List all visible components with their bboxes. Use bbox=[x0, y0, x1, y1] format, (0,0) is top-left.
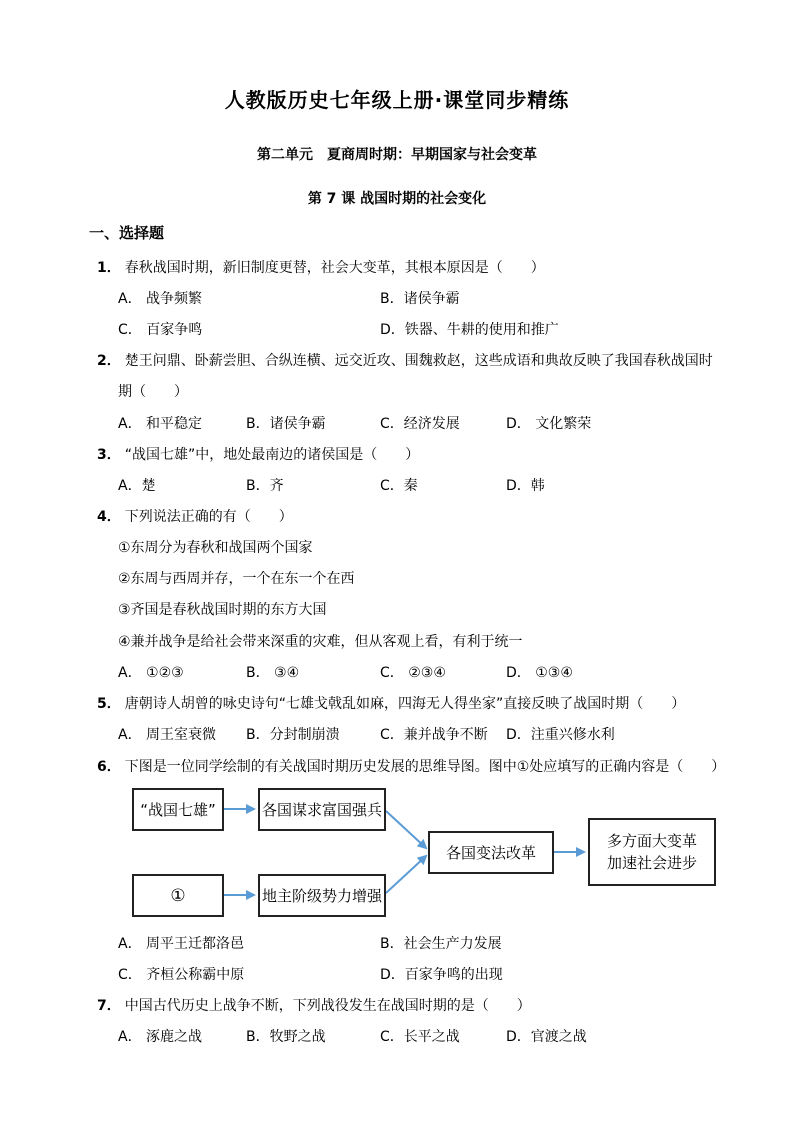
option-a: A． 周平王迁都洛邑 bbox=[118, 936, 245, 952]
option-b: B．齐 bbox=[246, 478, 284, 494]
option-c: C．长平之战 bbox=[380, 1029, 460, 1045]
option-b: B． ③④ bbox=[246, 665, 300, 681]
option-d: D．铁器、牛耕的使用和推广 bbox=[380, 322, 559, 338]
question-text: 下列说法正确的有（ ） bbox=[124, 509, 293, 525]
box-landlord-class: 地主阶级势力增强 bbox=[258, 874, 386, 917]
option-c: C． 齐桓公称霸中原 bbox=[118, 967, 245, 983]
question-1 bbox=[97, 257, 545, 277]
option-c: C．经济发展 bbox=[380, 416, 460, 432]
question-2 bbox=[97, 350, 713, 370]
option-d: D．注重兴修水利 bbox=[506, 727, 615, 743]
option-a: A．楚 bbox=[118, 478, 156, 494]
question-number: 2． bbox=[97, 353, 121, 369]
question-text-continued: 期（ ） bbox=[118, 384, 188, 400]
question-number: 5． bbox=[97, 696, 121, 712]
question-number: 4． bbox=[97, 509, 121, 525]
result-line-2: 加速社会进步 bbox=[606, 854, 697, 872]
question-text: 楚王问鼎、卧薪尝胆、合纵连横、远交近攻、围魏救赵，这些成语和典故反映了我国春秋战国时 bbox=[124, 353, 713, 369]
statement-item: ③齐国是春秋战国时期的东方大国 bbox=[118, 602, 327, 618]
option-d: D． 文化繁荣 bbox=[506, 416, 592, 432]
option-d: D．韩 bbox=[506, 478, 545, 494]
option-b: B．分封制崩溃 bbox=[246, 727, 340, 743]
option-b: B．社会生产力发展 bbox=[380, 936, 502, 952]
arrow-landlord-to-reform bbox=[386, 856, 426, 893]
option-d: D．官渡之战 bbox=[506, 1029, 587, 1045]
option-d: D．百家争鸣的出现 bbox=[380, 967, 503, 983]
question-7 bbox=[97, 995, 531, 1015]
question-text: 唐朝诗人胡曾的咏史诗句“七雄戈戟乱如麻，四海无人得坐家”直接反映了战国时期（ ） bbox=[124, 696, 686, 712]
statement-item: ②东周与西周并存，一个在东一个在西 bbox=[118, 571, 355, 587]
question-number: 3． bbox=[97, 447, 121, 463]
option-c: C．兼并战争不断 bbox=[380, 727, 488, 743]
box-reform: 各国变法改革 bbox=[428, 831, 554, 874]
question-text: 下图是一位同学绘制的有关战国时期历史发展的思维导图。图中①处应填写的正确内容是（ ） bbox=[124, 759, 726, 775]
question-4 bbox=[97, 506, 293, 526]
result-line-1: 多方面大变革 bbox=[606, 832, 697, 850]
document-title: 人教版历史七年级上册·课堂同步精练 bbox=[224, 88, 570, 112]
statement-item: ①东周分为春秋和战国两个国家 bbox=[118, 540, 313, 556]
box-rich-strong: 各国谋求富国强兵 bbox=[258, 788, 386, 831]
option-b: B．诸侯争霸 bbox=[380, 291, 460, 307]
unit-title: 第二单元 夏商周时期：早期国家与社会变革 bbox=[257, 147, 537, 163]
lesson-title: 第 7 课 战国时期的社会变化 bbox=[307, 191, 487, 207]
option-a: A． 周王室衰微 bbox=[118, 727, 217, 743]
option-c: C．秦 bbox=[380, 478, 418, 494]
question-3 bbox=[97, 444, 419, 464]
section-heading: 一、选择题 bbox=[89, 224, 165, 242]
question-5 bbox=[97, 693, 685, 713]
question-text: 春秋战国时期，新旧制度更替，社会大变革，其根本原因是（ ） bbox=[124, 260, 545, 276]
question-text: “战国七雄”中，地处最南边的诸侯国是（ ） bbox=[124, 447, 420, 463]
question-number: 7． bbox=[97, 998, 121, 1014]
question-6 bbox=[97, 756, 725, 776]
question-text: 中国古代历史上战争不断，下列战役发生在战国时期的是（ ） bbox=[124, 998, 531, 1014]
box-blank-circle: ① bbox=[132, 874, 224, 917]
option-b: B．诸侯争霸 bbox=[246, 416, 326, 432]
option-a: A． 涿鹿之战 bbox=[118, 1029, 203, 1045]
option-a: A． ①②③ bbox=[118, 665, 184, 681]
box-warring-states: “战国七雄” bbox=[132, 788, 224, 831]
mind-map-diagram bbox=[120, 778, 720, 928]
box-result bbox=[588, 818, 716, 886]
option-b: B．牧野之战 bbox=[246, 1029, 326, 1045]
option-c: C． ②③④ bbox=[380, 665, 446, 681]
option-a: A． 战争频繁 bbox=[118, 291, 203, 307]
option-d: D． ①③④ bbox=[506, 665, 573, 681]
option-a: A． 和平稳定 bbox=[118, 416, 203, 432]
question-number: 1． bbox=[97, 260, 121, 276]
statement-item: ④兼并战争是给社会带来深重的灾难，但从客观上看，有利于统一 bbox=[118, 634, 523, 650]
question-number: 6． bbox=[97, 759, 121, 775]
option-c: C． 百家争鸣 bbox=[118, 322, 203, 338]
arrow-rich-to-reform bbox=[386, 811, 426, 848]
